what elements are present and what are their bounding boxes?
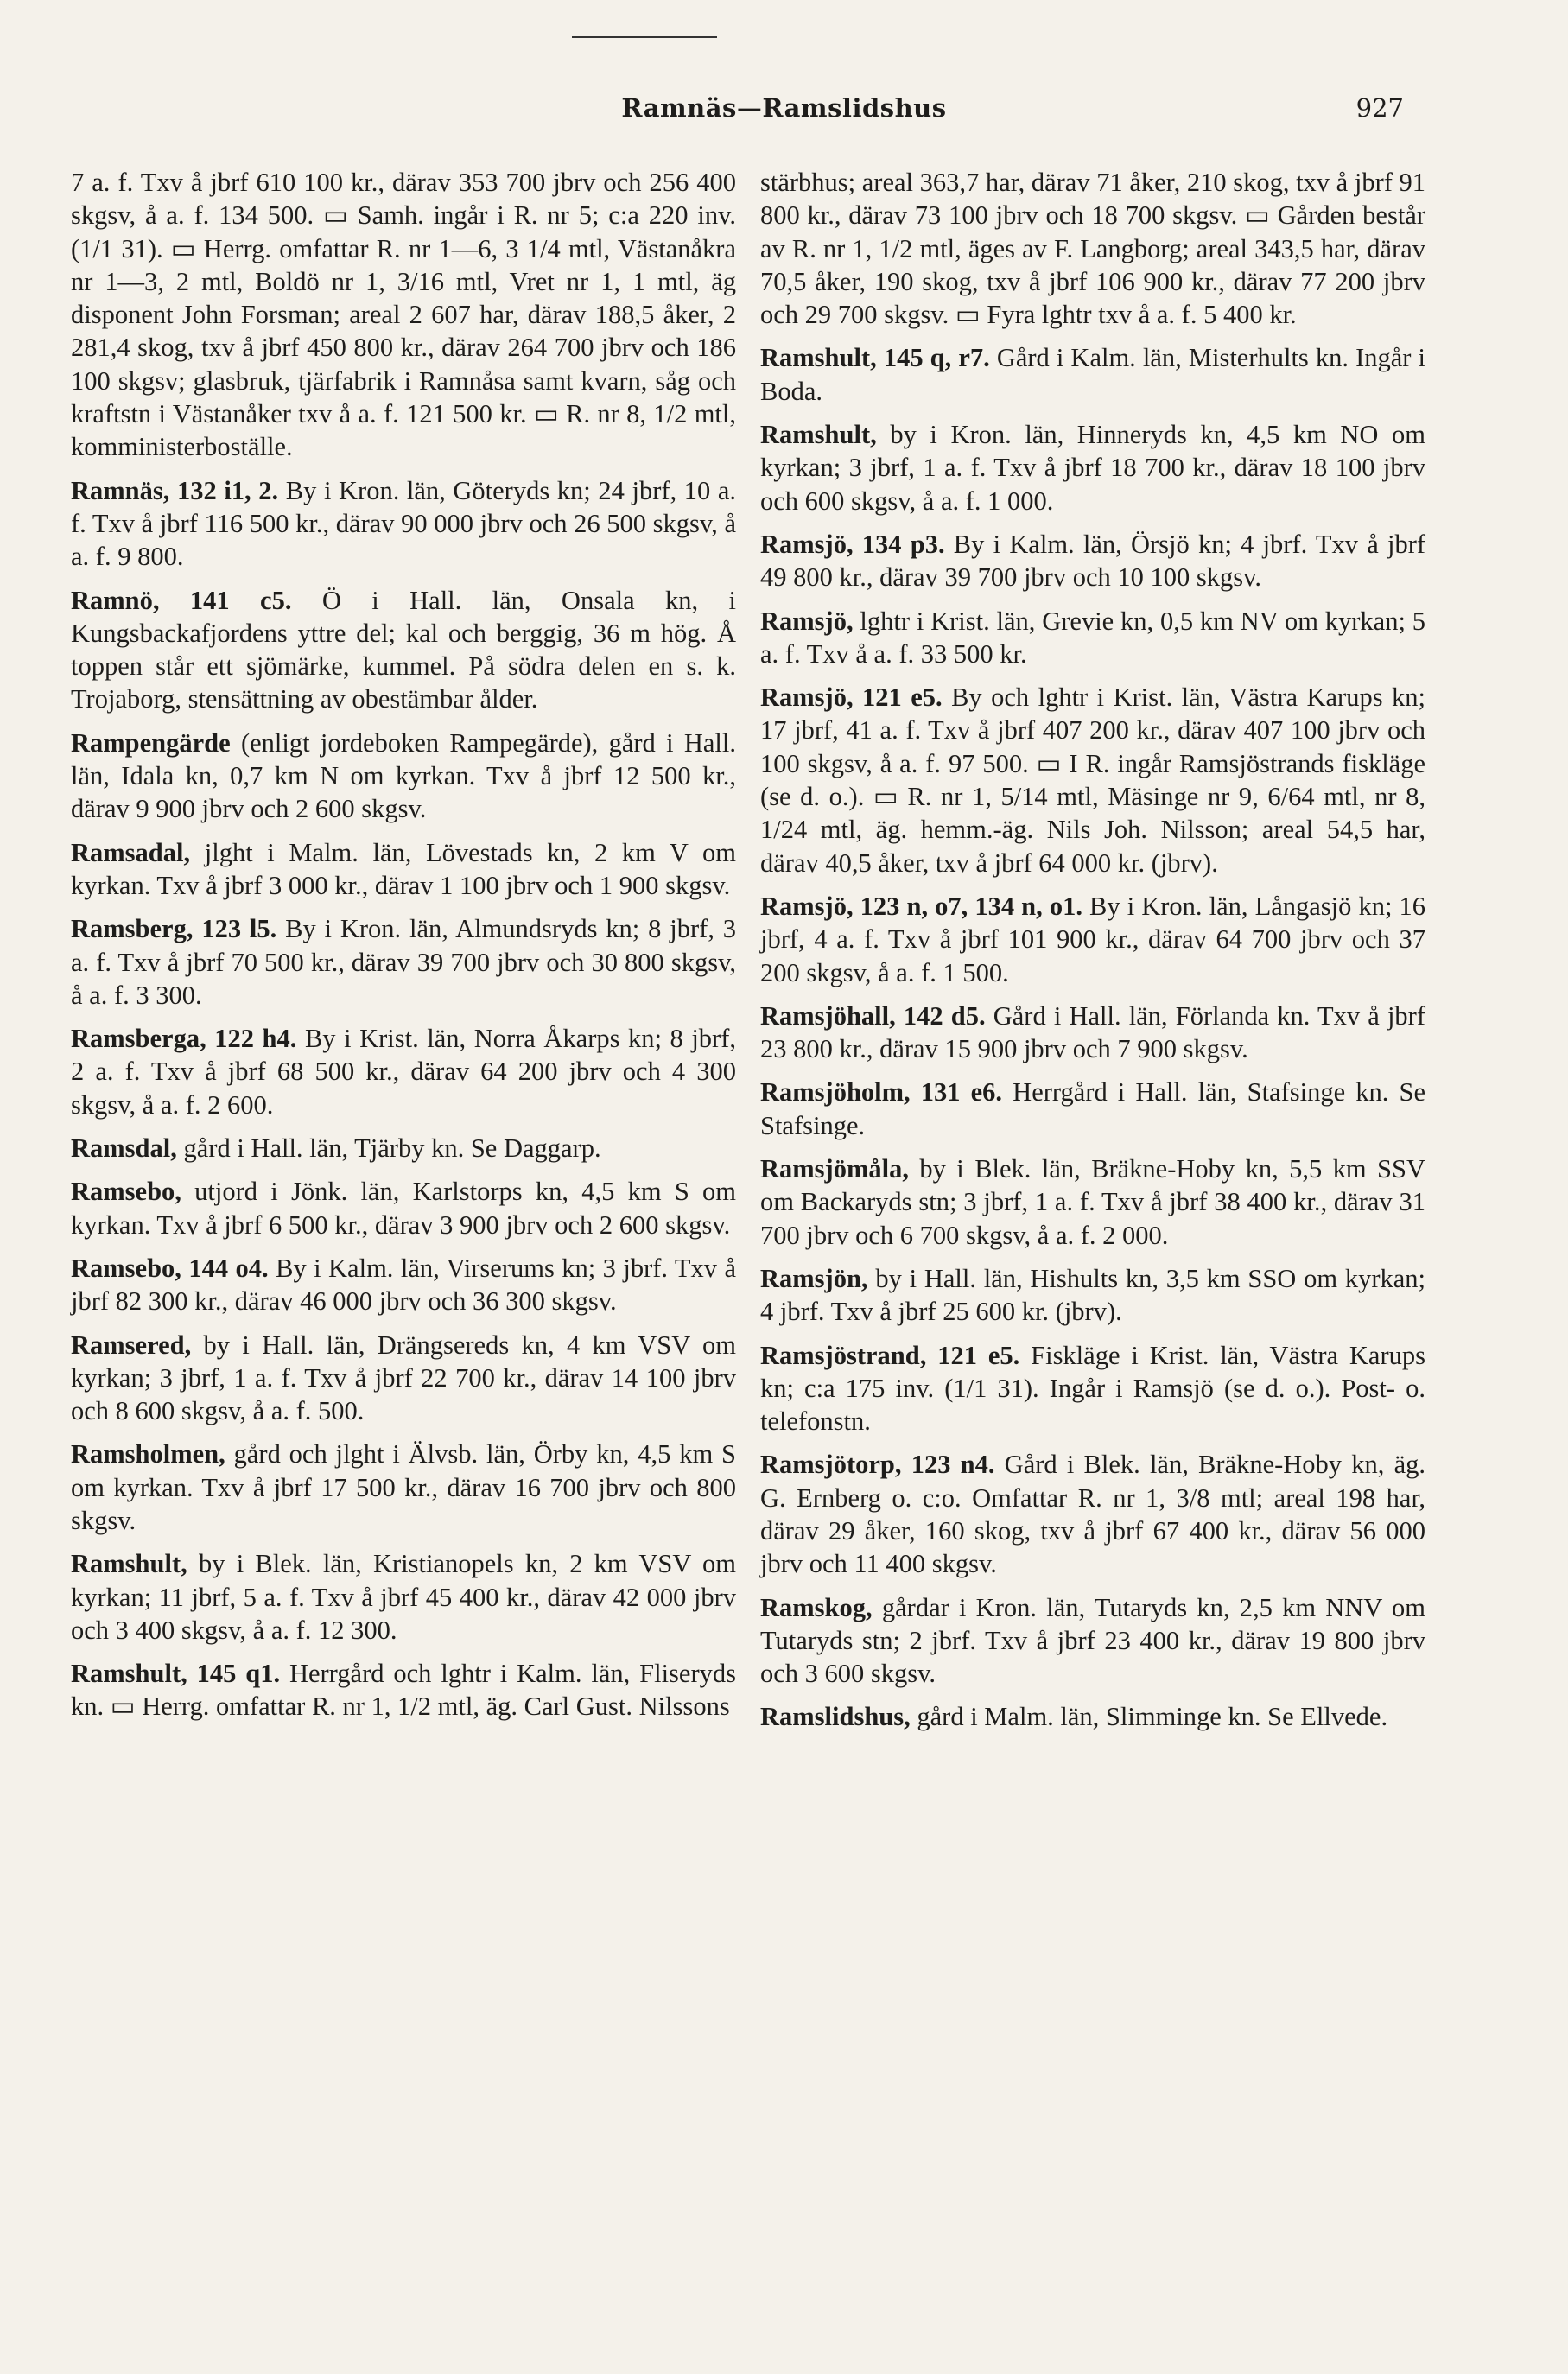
entry bbox=[71, 727, 736, 826]
entry bbox=[760, 890, 1425, 989]
entry-text: by i Kron. län, Hinneryds kn, 4,5 km NO om kyrkan; 3 jbrf, 1 a. f. Txv å jbrf 18 700 kr., därav 18 100 jbrv och 600 skgsv, å a. f. 1 000. bbox=[760, 420, 1425, 516]
entry-headword: Ramsjöhall, 142 d5. bbox=[760, 1000, 986, 1031]
entry bbox=[71, 1022, 736, 1121]
running-title: Ramnäs—Ramslidshus bbox=[621, 93, 947, 123]
entry-headword: Ramsberg, 123 l5. bbox=[71, 914, 277, 944]
entry-text: gård i Hall. län, Tjärby kn. Se Daggarp. bbox=[176, 1133, 601, 1164]
entry-text: utjord i Jönk. län, Karlstorps kn, 4,5 km S om kyrkan. Txv å jbrf 6 500 kr., därav 3 900 jbrv och 2 600 skgsv. bbox=[71, 1177, 736, 1240]
entry-text: Ö i Hall. län, Onsala kn, i Kungsbackafjordens yttre del; kal och berggig, 36 m hög. Å toppen står ett sjömärke, kummel. På södra delen en s. k. Trojaborg, stensättning av obestämbar ålder. bbox=[71, 585, 736, 714]
entry-headword: Ramsadal, bbox=[71, 837, 191, 867]
entry bbox=[71, 1329, 736, 1428]
entry-text: lghtr i Krist. län, Grevie kn, 0,5 km NV om kyrkan; 5 a. f. Txv å a. f. 33 500 kr. bbox=[760, 606, 1425, 669]
entry bbox=[71, 584, 736, 716]
entry-text: by i Blek. län, Kristianopels kn, 2 km VSV om kyrkan; 11 jbrf, 5 a. f. Txv å jbrf 45 400 kr., därav 42 000 jbrv och 3 400 skgsv, å a. f. 12 300. bbox=[71, 1549, 736, 1645]
entry-text: By i Kalm. län, Örsjö kn; 4 jbrf. Txv å jbrf 49 800 kr., därav 39 700 jbrv och 10 100 skgsv. bbox=[760, 529, 1426, 593]
entry bbox=[760, 1448, 1425, 1580]
entry bbox=[71, 1438, 736, 1537]
entry-text: by i Hall. län, Drängsereds kn, 4 km VSV om kyrkan; 3 jbrf, 1 a. f. Txv å jbrf 22 700 kr., därav 14 100 jbrv och 8 600 skgsv, å a. f. 500. bbox=[71, 1330, 736, 1426]
entry bbox=[71, 1252, 736, 1318]
entry-text: gård och jlght i Älvsb. län, Örby kn, 4,5 km S om kyrkan. Txv å jbrf 17 500 kr., därav 16 700 jbrv och 800 skgsv. bbox=[71, 1439, 736, 1535]
entry-text: Gård i Blek. län, Bräkne-Hoby kn, äg. G. Ernberg o. c:o. Omfattar R. nr 1, 3/8 mtl; areal 198 har, därav 29 åker, 160 skog, txv å jbrf 67 400 kr., därav 56 000 jbrv och 11 400 skgsv. bbox=[760, 1450, 1425, 1579]
entry bbox=[71, 1132, 736, 1165]
entry-headword: Ramsberga, 122 h4. bbox=[71, 1024, 297, 1054]
entry-text: jlght i Malm. län, Lövestads kn, 2 km V om kyrkan. Txv å jbrf 3 000 kr., därav 1 100 jbrv och 1 900 skgsv. bbox=[71, 837, 736, 900]
entry-text: Herrgård i Hall. län, Stafsinge kn. Se Stafsinge. bbox=[760, 1077, 1425, 1140]
entry-text: By och lghtr i Krist. län, Västra Karups kn; 17 jbrf, 41 a. f. Txv å jbrf 407 200 kr., därav 407 100 jbrv och 100 skgsv, å a. f. 97 500. ▭ I R. ingår Ramsjöstrands fiskläge (se d. o.). ▭ R. nr 1, 5/14 mtl, Mäsinge nr 9, 6/64 mtl, nr 8, 1/24 mtl, äg. hemm.-äg. Nils Joh. Nilsson; areal 54,5 har, därav 40,5 åker, txv å jbrf 64 000 kr. (jbrv). bbox=[760, 682, 1425, 878]
entry-headword: Ramsjö, 121 e5. bbox=[760, 682, 943, 713]
entry-text: Gård i Hall. län, Förlanda kn. Txv å jbrf 23 800 kr., därav 15 900 jbrv och 7 900 skgsv. bbox=[760, 1000, 1425, 1064]
entry-headword: Ramsered, bbox=[71, 1330, 192, 1360]
entry-text: By i Kron. län, Långasjö kn; 16 jbrf, 4 a. f. Txv å jbrf 101 900 kr., därav 64 700 jbrv och 37 200 skgsv, å a. f. 1 500. bbox=[760, 891, 1425, 987]
entry-headword: Ramnö, 141 c5. bbox=[71, 585, 292, 615]
entry bbox=[760, 418, 1425, 517]
entry-headword: Ramsholmen, bbox=[71, 1439, 225, 1469]
entry bbox=[71, 912, 736, 1012]
page-number: 927 bbox=[1355, 93, 1404, 123]
entry-text: by i Hall. län, Hishults kn, 3,5 km SSO om kyrkan; 4 jbrf. Txv å jbrf 25 600 kr. (jbrv). bbox=[760, 1263, 1425, 1327]
entry bbox=[760, 528, 1425, 594]
entry-text: Gård i Kalm. län, Misterhults kn. Ingår i Boda. bbox=[760, 343, 1425, 406]
entry-text: Fiskläge i Krist. län, Västra Karups kn; c:a 175 inv. (1/1 31). Ingår i Ramsjö (se d. o.). Post- o. telefonstn. bbox=[760, 1340, 1425, 1437]
entry-list bbox=[760, 341, 1425, 1733]
continuation-text: 7 a. f. Txv å jbrf 610 100 kr., därav 353 700 jbrv och 256 400 skgsv, å a. f. 134 500. ▭ Samh. ingår i R. nr 5; c:a 220 inv. (1/1 31). ▭ Herrg. omfattar R. nr 1—6, 3 1/4 mtl, Västanåkra nr 1—3, 2 mtl, Boldö nr 1, 3/16 mtl, Vret nr 1, 1 mtl, äg disponent John Forsman; areal 2 607 har, därav 188,5 åker, 2 281,4 skog, txv å jbrf 450 800 kr., därav 264 700 jbrv och 186 100 skgsv; glasbruk, tjärfabrik i Ramnåsa samt kvarn, såg och kraftstn i Västanåker txv å a. f. 121 500 kr. ▭ R. nr 8, 1/2 mtl, komministerboställe. bbox=[71, 168, 736, 462]
entry-headword: Ramshult, bbox=[760, 420, 877, 450]
entry-headword: Ramslidshus, bbox=[760, 1702, 911, 1732]
entry-headword: Ramsebo, 144 o4. bbox=[71, 1253, 269, 1283]
entry-text: (enligt jordeboken Rampegärde), gård i Hall. län, Idala kn, 0,7 km N om kyrkan. Txv å jbrf 12 500 kr., därav 9 900 jbrv och 2 600 skgsv. bbox=[71, 727, 736, 824]
entry bbox=[71, 1175, 736, 1241]
entry-headword: Rampengärde bbox=[71, 727, 231, 758]
entry-headword: Ramsjön, bbox=[760, 1263, 868, 1293]
entry-headword: Ramsjö, 123 n, o7, 134 n, o1. bbox=[760, 891, 1082, 921]
entry bbox=[760, 1076, 1425, 1142]
entry-headword: Ramsjöstrand, 121 e5. bbox=[760, 1340, 1020, 1370]
entry-list bbox=[71, 474, 736, 1723]
entry bbox=[71, 474, 736, 574]
entry-text: by i Blek. län, Bräkne-Hoby kn, 5,5 km SSV om Backaryds stn; 3 jbrf, 1 a. f. Txv å jbrf 38 400 kr., därav 31 700 jbrv och 6 700 skgsv, å a. f. 2 000. bbox=[760, 1154, 1425, 1250]
entry-headword: Ramshult, 145 q, r7. bbox=[760, 343, 990, 373]
entry bbox=[760, 1339, 1425, 1438]
entry-headword: Ramshult, bbox=[71, 1549, 187, 1579]
entry-headword: Ramsjö, bbox=[760, 606, 854, 636]
entry-headword: Ramnäs, 132 i1, 2. bbox=[71, 475, 279, 505]
entry-text: gårdar i Kron. län, Tutaryds kn, 2,5 km NNV om Tutaryds stn; 2 jbrf. Txv å jbrf 23 400 kr., därav 19 800 jbrv och 3 600 skgsv. bbox=[760, 1592, 1425, 1689]
entry-text: By i Kalm. län, Virserums kn; 3 jbrf. Txv å jbrf 82 300 kr., därav 46 000 jbrv och 36 300 skgsv. bbox=[71, 1253, 736, 1317]
entry-headword: Ramsdal, bbox=[71, 1133, 177, 1164]
entry-text: By i Kron. län, Almundsryds kn; 8 jbrf, 3 a. f. Txv å jbrf 70 500 kr., därav 39 700 jbrv och 30 800 skgsv, å a. f. 3 300. bbox=[71, 914, 736, 1010]
entry-text: gård i Malm. län, Slimminge kn. Se Ellvede. bbox=[910, 1702, 1388, 1732]
entry-headword: Ramshult, 145 q1. bbox=[71, 1659, 281, 1689]
entry-text: By i Krist. län, Norra Åkarps kn; 8 jbrf, 2 a. f. Txv å jbrf 68 500 kr., därav 64 200 jbrv och 4 300 skgsv, å a. f. 2 600. bbox=[71, 1024, 736, 1120]
left-column bbox=[71, 166, 736, 1734]
entry-headword: Ramsjötorp, 123 n4. bbox=[760, 1450, 995, 1480]
entry-text: Herrgård och lghtr i Kalm. län, Fliseryds kn. ▭ Herrg. omfattar R. nr 1, 1/2 mtl, äg. Carl Gust. Nilssons bbox=[71, 1659, 736, 1722]
entry bbox=[760, 681, 1425, 879]
right-column bbox=[760, 166, 1425, 1744]
entry-headword: Ramsjöholm, 131 e6. bbox=[760, 1077, 1003, 1108]
entry bbox=[71, 1657, 736, 1723]
entry bbox=[760, 605, 1425, 671]
entry-headword: Ramsjö, 134 p3. bbox=[760, 529, 945, 559]
entry-headword: Ramsjömåla, bbox=[760, 1154, 909, 1184]
entry bbox=[760, 1700, 1425, 1733]
entry bbox=[760, 1591, 1425, 1691]
top-rule bbox=[572, 36, 717, 38]
entry bbox=[71, 836, 736, 903]
entry-text: By i Kron. län, Göteryds kn; 24 jbrf, 10 a. f. Txv å jbrf 116 500 kr., därav 90 000 jbrv och 26 500 skgsv, å a. f. 9 800. bbox=[71, 475, 736, 572]
entry bbox=[760, 1000, 1425, 1066]
continuation-text: stärbhus; areal 363,7 har, därav 71 åker, 210 skog, txv å jbrf 91 800 kr., därav 73 100 jbrv och 18 700 skgsv. ▭ Gården består av R. nr 1, 1/2 mtl, äges av F. Langborg; areal 343,5 har, därav 70,5 åker, 190 skog, txv å jbrf 106 900 kr., därav 77 200 jbrv och 29 700 skgsv. ▭ Fyra lghtr txv å a. f. 5 400 kr. bbox=[760, 168, 1426, 330]
entry bbox=[760, 1152, 1425, 1252]
entry bbox=[760, 1262, 1425, 1329]
entry bbox=[760, 341, 1425, 408]
entry bbox=[71, 1547, 736, 1647]
entry-headword: Ramsebo, bbox=[71, 1177, 181, 1207]
entry-headword: Ramskog, bbox=[760, 1592, 873, 1622]
